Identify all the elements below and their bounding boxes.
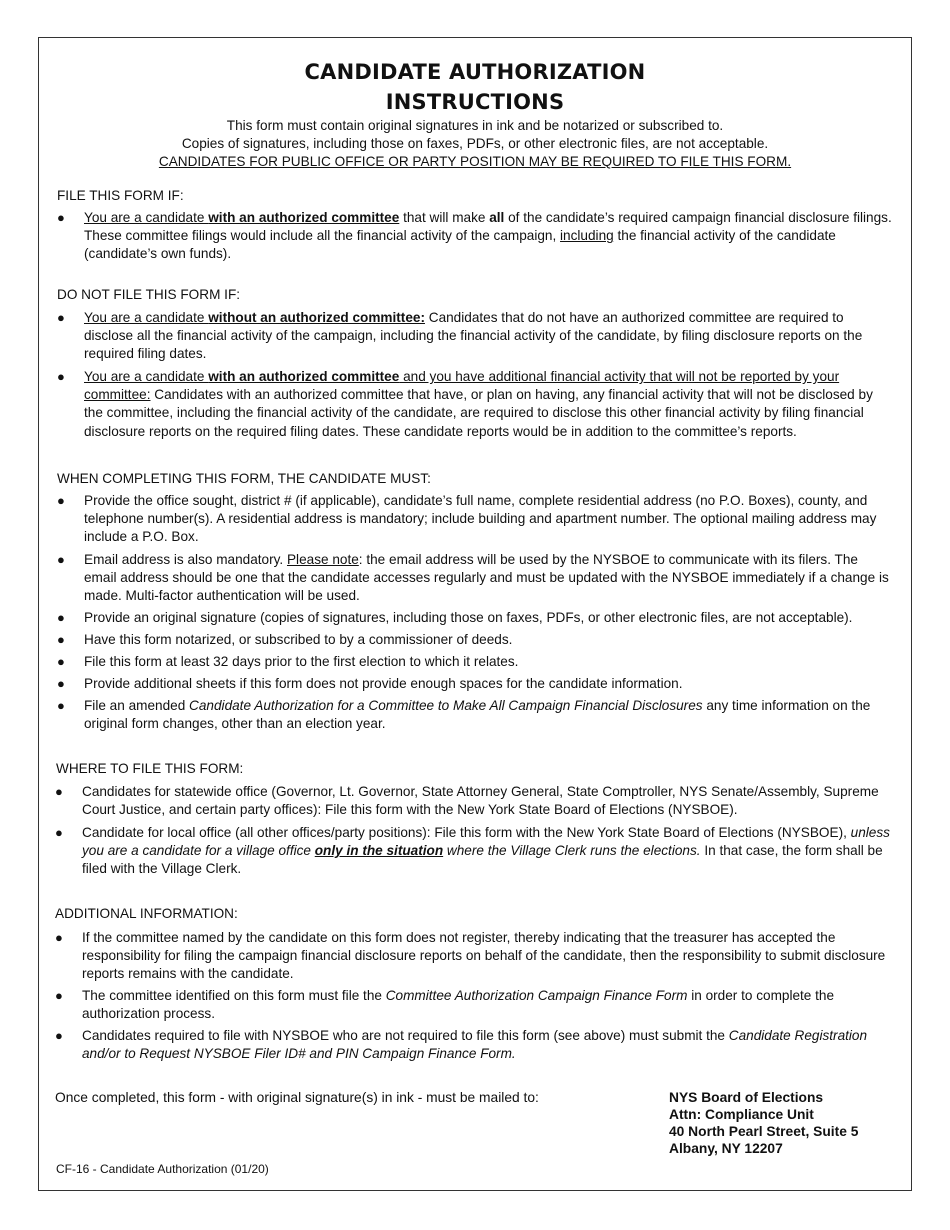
text-segment: with an authorized committee — [208, 210, 400, 225]
text-segment: Committee Authorization Campaign Finance Form — [385, 988, 688, 1003]
bullet-icon: ● — [57, 610, 65, 625]
text-segment: any time information on the original form changes, other than an election year. — [84, 698, 871, 732]
text-segment: Candidate Registration and/or to Request NYSBOE Filer ID# and PIN Campaign Finance Form. — [82, 1028, 868, 1062]
where-item-2 — [55, 824, 894, 879]
file-if-heading: FILE THIS FORM IF: — [57, 188, 184, 203]
mailing-instruction: Once completed, this form - with original signature(s) in ink - must be mailed to: — [55, 1090, 539, 1105]
where-heading: WHERE TO FILE THIS FORM: — [56, 761, 244, 776]
text-segment: with an authorized committee — [208, 369, 400, 384]
address-line-1: NYS Board of Elections — [669, 1090, 824, 1105]
text-segment: unless you are a candidate for a village office — [82, 825, 890, 859]
title-line-2: INSTRUCTIONS — [385, 90, 565, 114]
text-segment: Candidates that do not have an authorized committee are required to disclose all the financial activity of the campaign, including the financial activity of the candidate, by filing disclosure reports on the required filing dates. — [84, 310, 863, 362]
address-line-3: 40 North Pearl Street, Suite 5 — [669, 1124, 859, 1139]
bullet-icon: ● — [55, 784, 63, 799]
completing-item-7 — [57, 697, 894, 733]
bullet-icon: ● — [57, 369, 65, 384]
text-segment: Candidates required to file with NYSBOE who are not required to file this form (see above) must submit the — [82, 1028, 729, 1043]
text-segment: Candidate Authorization for a Committee to Make All Campaign Financial Disclosures — [189, 698, 703, 713]
text-segment: You are a candidate — [84, 310, 209, 325]
text-segment: Provide an original signature (copies of signatures, including those on faxes, PDFs, or other electronic files, are not acceptable). — [84, 610, 853, 625]
text-segment: in order to complete the authorization process. — [82, 988, 835, 1022]
text-segment: Have this form notarized, or subscribed to by a commissioner of deeds. — [84, 632, 513, 647]
text-segment: If the committee named by the candidate on this form does not register, thereby indicating that the treasurer has accepted the responsibility for filing the campaign financial disclosure reports on behalf of the candidate, then the responsibility to submit disclosure reports remains with the candidate. — [82, 930, 886, 982]
text-segment: Provide the office sought, district # (if applicable), candidate’s full name, complete residential address (no P.O. Boxes), county, and telephone number(s). A residential address is mandatory; include building and apartment number. The optional mailing address may include a P.O. Box. — [84, 493, 877, 545]
completing-item-6 — [57, 675, 894, 693]
form-footer: CF-16 - Candidate Authorization (01/20) — [56, 1162, 269, 1176]
mailing-address — [669, 1089, 858, 1157]
where-item-1 — [55, 783, 894, 819]
do-not-file-item-1 — [57, 309, 894, 364]
bullet-icon: ● — [55, 930, 63, 945]
file-if-item-1 — [57, 209, 894, 264]
text-segment: only in the situation — [314, 843, 444, 859]
text-segment: In that case, the form shall be filed with the Village Clerk. — [82, 843, 883, 877]
text-segment: File an amended — [84, 698, 190, 713]
text-segment: the financial activity of the candidate (candidate’s own funds). — [84, 228, 836, 262]
text-segment: You are a candidate — [84, 210, 209, 225]
completing-item-1 — [57, 492, 894, 547]
text-segment: of the candidate’s required campaign financial disclosure filings. These committee filings would include all the financial activity of the campaign, — [84, 210, 892, 244]
intro-line-1: This form must contain original signatures in ink and be notarized or subscribed to. — [226, 118, 724, 133]
text-segment: Candidates with an authorized committee that have, or plan on having, any financial activity that will not be disclosed by the committee, including the financial activity of the candidate, are required to disclose this other financial activity by filing financial disclosure reports on the required filing dates. These candidate reports would be in addition to the committee’s reports. — [84, 387, 873, 439]
text-segment: File this form at least 32 days prior to the first election to which it relates. — [84, 654, 519, 669]
completing-item-2 — [57, 551, 894, 606]
text-segment: : the email address will be used by the NYSBOE to communicate with its filers. The email address should be one that the candidate accesses regularly and must be updated with the NYSBOE immediately if a change is made. Multi-factor authentication will be used. — [84, 552, 889, 604]
completing-item-3 — [57, 609, 894, 627]
bullet-icon: ● — [55, 988, 63, 1003]
additional-item-2 — [55, 987, 894, 1023]
bullet-icon: ● — [55, 1028, 63, 1043]
text-segment: and you have additional financial activity that will not be reported by your committee: — [84, 369, 840, 403]
text-segment: Candidates for statewide office (Governor, Lt. Governor, State Attorney General, State Comptroller, NYS Senate/Assembly, Supreme Court Justice, and certain party offices): File this form with the New York State Board of Elections (NYSBOE). — [82, 784, 879, 818]
bullet-icon: ● — [57, 493, 65, 508]
text-segment: that will make — [399, 210, 490, 225]
text-segment: Email address is also mandatory. — [84, 552, 287, 567]
do-not-file-heading: DO NOT FILE THIS FORM IF: — [57, 287, 241, 302]
bullet-icon: ● — [57, 698, 65, 713]
intro-line-3: CANDIDATES FOR PUBLIC OFFICE OR PARTY POSITION MAY BE REQUIRED TO FILE THIS FORM. — [158, 154, 792, 169]
additional-heading: ADDITIONAL INFORMATION: — [55, 906, 238, 921]
additional-item-1 — [55, 929, 894, 984]
text-segment: all — [489, 210, 505, 225]
bullet-icon: ● — [57, 676, 65, 691]
bullet-icon: ● — [57, 310, 65, 325]
text-segment: Please note — [286, 552, 359, 567]
bullet-icon: ● — [57, 632, 65, 647]
text-segment: including — [560, 228, 614, 244]
bullet-icon: ● — [57, 552, 65, 567]
do-not-file-item-2 — [57, 368, 894, 441]
text-segment: You are a candidate — [84, 369, 209, 384]
text-segment: Provide additional sheets if this form does not provide enough spaces for the candidate information. — [84, 676, 683, 691]
address-line-4: Albany, NY 12207 — [669, 1141, 783, 1156]
text-segment: The committee identified on this form must file the — [82, 988, 386, 1003]
completing-item-5 — [57, 653, 894, 671]
completing-heading: WHEN COMPLETING THIS FORM, THE CANDIDATE MUST: — [57, 471, 431, 486]
additional-item-3 — [55, 1027, 894, 1063]
completing-item-4 — [57, 631, 894, 649]
title-line-1: CANDIDATE AUTHORIZATION — [304, 60, 646, 84]
bullet-icon: ● — [55, 825, 63, 840]
intro-line-2: Copies of signatures, including those on faxes, PDFs, or other electronic files, are not acceptable. — [181, 136, 769, 151]
address-line-2: Attn: Compliance Unit — [669, 1107, 814, 1122]
text-segment: Candidate for local office (all other offices/party positions): File this form with the New York State Board of Elections (NYSBOE), — [82, 825, 851, 840]
bullet-icon: ● — [57, 654, 65, 669]
text-segment: without an authorized committee: — [208, 310, 425, 325]
bullet-icon: ● — [57, 210, 65, 225]
text-segment: where the Village Clerk runs the elections. — [443, 843, 701, 859]
